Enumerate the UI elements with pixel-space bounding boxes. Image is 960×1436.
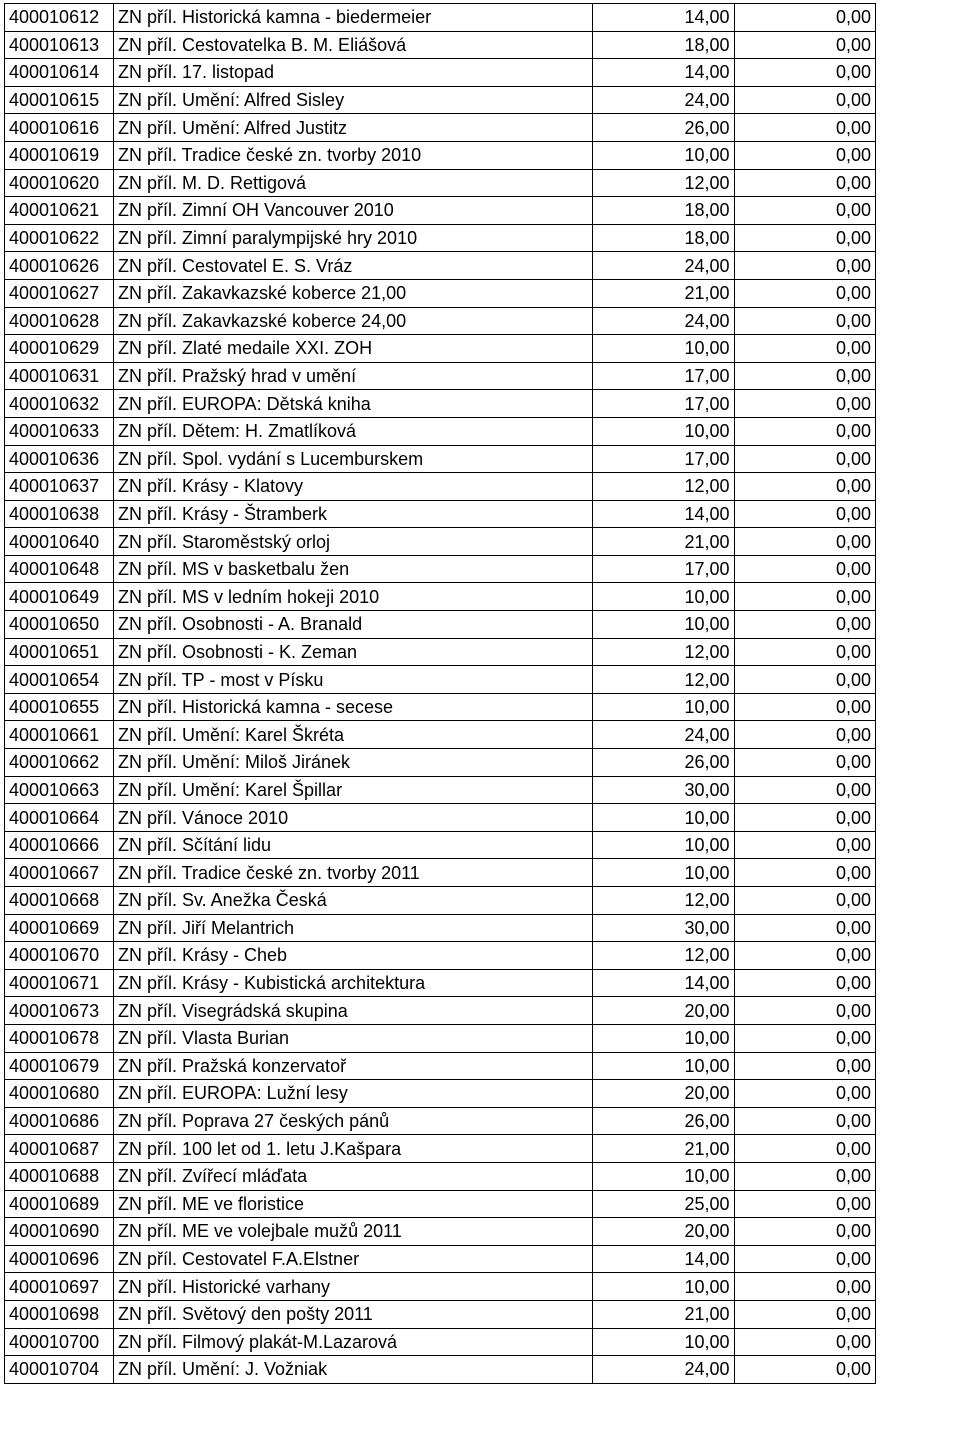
item-name-cell: ZN příl. Zakavkazské koberce 24,00 bbox=[114, 307, 593, 335]
item-code-cell: 400010651 bbox=[5, 638, 114, 666]
price-cell: 10,00 bbox=[593, 693, 735, 721]
item-name-cell: ZN příl. Vánoce 2010 bbox=[114, 804, 593, 832]
item-code-cell: 400010696 bbox=[5, 1245, 114, 1273]
item-code-cell: 400010612 bbox=[5, 4, 114, 32]
item-code-cell: 400010632 bbox=[5, 390, 114, 418]
price-cell: 24,00 bbox=[593, 307, 735, 335]
value-cell: 0,00 bbox=[734, 169, 876, 197]
value-cell: 0,00 bbox=[734, 555, 876, 583]
item-code-cell: 400010673 bbox=[5, 997, 114, 1025]
price-cell: 24,00 bbox=[593, 721, 735, 749]
price-cell: 21,00 bbox=[593, 279, 735, 307]
table-row bbox=[5, 279, 876, 307]
value-cell: 0,00 bbox=[734, 59, 876, 87]
table-row bbox=[5, 31, 876, 59]
item-name-cell: ZN příl. Sv. Anežka Česká bbox=[114, 887, 593, 915]
price-cell: 10,00 bbox=[593, 611, 735, 639]
item-name-cell: ZN příl. Krásy - Štramberk bbox=[114, 500, 593, 528]
item-code-cell: 400010627 bbox=[5, 279, 114, 307]
item-code-cell: 400010629 bbox=[5, 335, 114, 363]
table-row bbox=[5, 914, 876, 942]
table-row bbox=[5, 86, 876, 114]
item-name-cell: ZN příl. Osobnosti - K. Zeman bbox=[114, 638, 593, 666]
item-name-cell: ZN příl. Umění: Alfred Justitz bbox=[114, 114, 593, 142]
table-row bbox=[5, 1052, 876, 1080]
item-name-cell: ZN příl. Umění: Miloš Jiránek bbox=[114, 749, 593, 777]
item-name-cell: ZN příl. Cestovatelka B. M. Eliášová bbox=[114, 31, 593, 59]
price-cell: 10,00 bbox=[593, 335, 735, 363]
price-cell: 10,00 bbox=[593, 1328, 735, 1356]
table-row bbox=[5, 417, 876, 445]
price-cell: 24,00 bbox=[593, 86, 735, 114]
value-cell: 0,00 bbox=[734, 666, 876, 694]
value-cell: 0,00 bbox=[734, 1135, 876, 1163]
table-row bbox=[5, 1135, 876, 1163]
table-row bbox=[5, 721, 876, 749]
price-cell: 21,00 bbox=[593, 1135, 735, 1163]
item-name-cell: ZN příl. Cestovatel E. S. Vráz bbox=[114, 252, 593, 280]
item-name-cell: ZN příl. Jiří Melantrich bbox=[114, 914, 593, 942]
item-code-cell: 400010633 bbox=[5, 417, 114, 445]
item-name-cell: ZN příl. Krásy - Kubistická architektura bbox=[114, 969, 593, 997]
value-cell: 0,00 bbox=[734, 86, 876, 114]
table-row bbox=[5, 528, 876, 556]
item-code-cell: 400010636 bbox=[5, 445, 114, 473]
item-code-cell: 400010626 bbox=[5, 252, 114, 280]
item-name-cell: ZN příl. Světový den pošty 2011 bbox=[114, 1300, 593, 1328]
price-cell: 30,00 bbox=[593, 776, 735, 804]
item-code-cell: 400010680 bbox=[5, 1080, 114, 1108]
table-row bbox=[5, 887, 876, 915]
table-row bbox=[5, 969, 876, 997]
table-row bbox=[5, 197, 876, 225]
item-code-cell: 400010700 bbox=[5, 1328, 114, 1356]
value-cell: 0,00 bbox=[734, 859, 876, 887]
price-cell: 26,00 bbox=[593, 1107, 735, 1135]
item-name-cell: ZN příl. Pražský hrad v umění bbox=[114, 362, 593, 390]
item-code-cell: 400010640 bbox=[5, 528, 114, 556]
item-name-cell: ZN příl. Historické varhany bbox=[114, 1273, 593, 1301]
item-code-cell: 400010621 bbox=[5, 197, 114, 225]
table-row bbox=[5, 4, 876, 32]
table-row bbox=[5, 804, 876, 832]
item-name-cell: ZN příl. Umění: Alfred Sisley bbox=[114, 86, 593, 114]
value-cell: 0,00 bbox=[734, 914, 876, 942]
item-code-cell: 400010664 bbox=[5, 804, 114, 832]
price-cell: 26,00 bbox=[593, 114, 735, 142]
price-cell: 14,00 bbox=[593, 500, 735, 528]
price-cell: 10,00 bbox=[593, 417, 735, 445]
item-code-cell: 400010614 bbox=[5, 59, 114, 87]
price-cell: 17,00 bbox=[593, 555, 735, 583]
item-code-cell: 400010667 bbox=[5, 859, 114, 887]
value-cell: 0,00 bbox=[734, 611, 876, 639]
item-code-cell: 400010697 bbox=[5, 1273, 114, 1301]
value-cell: 0,00 bbox=[734, 997, 876, 1025]
item-code-cell: 400010615 bbox=[5, 86, 114, 114]
item-code-cell: 400010686 bbox=[5, 1107, 114, 1135]
item-name-cell: ZN příl. Umění: Karel Špillar bbox=[114, 776, 593, 804]
table-row bbox=[5, 390, 876, 418]
table-row bbox=[5, 583, 876, 611]
item-name-cell: ZN příl. Spol. vydání s Lucemburskem bbox=[114, 445, 593, 473]
item-code-cell: 400010670 bbox=[5, 942, 114, 970]
value-cell: 0,00 bbox=[734, 1273, 876, 1301]
value-cell: 0,00 bbox=[734, 776, 876, 804]
table-row bbox=[5, 252, 876, 280]
item-name-cell: ZN příl. 17. listopad bbox=[114, 59, 593, 87]
table-body bbox=[5, 4, 876, 1384]
table-row bbox=[5, 666, 876, 694]
item-name-cell: ZN příl. Sčítání lidu bbox=[114, 831, 593, 859]
item-code-cell: 400010661 bbox=[5, 721, 114, 749]
item-code-cell: 400010649 bbox=[5, 583, 114, 611]
item-code-cell: 400010689 bbox=[5, 1190, 114, 1218]
item-name-cell: ZN příl. Historická kamna - biedermeier bbox=[114, 4, 593, 32]
table-row bbox=[5, 555, 876, 583]
price-cell: 10,00 bbox=[593, 1162, 735, 1190]
item-name-cell: ZN příl. Pražská konzervatoř bbox=[114, 1052, 593, 1080]
table-row bbox=[5, 1300, 876, 1328]
table-row bbox=[5, 1218, 876, 1246]
value-cell: 0,00 bbox=[734, 1300, 876, 1328]
price-cell: 10,00 bbox=[593, 1052, 735, 1080]
item-code-cell: 400010668 bbox=[5, 887, 114, 915]
price-cell: 12,00 bbox=[593, 473, 735, 501]
value-cell: 0,00 bbox=[734, 804, 876, 832]
table-row bbox=[5, 445, 876, 473]
item-code-cell: 400010628 bbox=[5, 307, 114, 335]
item-name-cell: ZN příl. M. D. Rettigová bbox=[114, 169, 593, 197]
item-name-cell: ZN příl. Filmový plakát-M.Lazarová bbox=[114, 1328, 593, 1356]
value-cell: 0,00 bbox=[734, 1190, 876, 1218]
value-cell: 0,00 bbox=[734, 390, 876, 418]
value-cell: 0,00 bbox=[734, 141, 876, 169]
item-code-cell: 400010650 bbox=[5, 611, 114, 639]
price-cell: 12,00 bbox=[593, 942, 735, 970]
item-name-cell: ZN příl. EUROPA: Dětská kniha bbox=[114, 390, 593, 418]
item-code-cell: 400010688 bbox=[5, 1162, 114, 1190]
value-cell: 0,00 bbox=[734, 307, 876, 335]
item-code-cell: 400010620 bbox=[5, 169, 114, 197]
price-cell: 18,00 bbox=[593, 31, 735, 59]
value-cell: 0,00 bbox=[734, 31, 876, 59]
table-row bbox=[5, 1328, 876, 1356]
item-name-cell: ZN příl. Tradice české zn. tvorby 2010 bbox=[114, 141, 593, 169]
value-cell: 0,00 bbox=[734, 749, 876, 777]
item-name-cell: ZN příl. Cestovatel F.A.Elstner bbox=[114, 1245, 593, 1273]
value-cell: 0,00 bbox=[734, 638, 876, 666]
value-cell: 0,00 bbox=[734, 224, 876, 252]
price-cell: 10,00 bbox=[593, 1273, 735, 1301]
price-table bbox=[4, 3, 876, 1384]
price-cell: 14,00 bbox=[593, 1245, 735, 1273]
value-cell: 0,00 bbox=[734, 500, 876, 528]
value-cell: 0,00 bbox=[734, 942, 876, 970]
table-row bbox=[5, 1356, 876, 1384]
value-cell: 0,00 bbox=[734, 279, 876, 307]
table-row bbox=[5, 611, 876, 639]
price-cell: 17,00 bbox=[593, 390, 735, 418]
price-cell: 12,00 bbox=[593, 666, 735, 694]
item-code-cell: 400010654 bbox=[5, 666, 114, 694]
price-cell: 17,00 bbox=[593, 362, 735, 390]
item-code-cell: 400010666 bbox=[5, 831, 114, 859]
price-cell: 10,00 bbox=[593, 141, 735, 169]
table-row bbox=[5, 942, 876, 970]
item-name-cell: ZN příl. Krásy - Cheb bbox=[114, 942, 593, 970]
item-name-cell: ZN příl. MS v basketbalu žen bbox=[114, 555, 593, 583]
table-row bbox=[5, 1245, 876, 1273]
item-name-cell: ZN příl. Zvířecí mláďata bbox=[114, 1162, 593, 1190]
table-row bbox=[5, 1024, 876, 1052]
item-name-cell: ZN příl. Zlaté medaile XXI. ZOH bbox=[114, 335, 593, 363]
value-cell: 0,00 bbox=[734, 252, 876, 280]
item-name-cell: ZN příl. MS v ledním hokeji 2010 bbox=[114, 583, 593, 611]
item-code-cell: 400010698 bbox=[5, 1300, 114, 1328]
table-row bbox=[5, 473, 876, 501]
price-cell: 14,00 bbox=[593, 59, 735, 87]
item-name-cell: ZN příl. Zakavkazské koberce 21,00 bbox=[114, 279, 593, 307]
item-name-cell: ZN příl. Poprava 27 českých pánů bbox=[114, 1107, 593, 1135]
value-cell: 0,00 bbox=[734, 1080, 876, 1108]
price-cell: 10,00 bbox=[593, 583, 735, 611]
price-cell: 26,00 bbox=[593, 749, 735, 777]
value-cell: 0,00 bbox=[734, 445, 876, 473]
value-cell: 0,00 bbox=[734, 693, 876, 721]
item-name-cell: ZN příl. Historická kamna - secese bbox=[114, 693, 593, 721]
price-cell: 12,00 bbox=[593, 638, 735, 666]
table-row bbox=[5, 224, 876, 252]
item-name-cell: ZN příl. Zimní OH Vancouver 2010 bbox=[114, 197, 593, 225]
item-name-cell: ZN příl. Staroměstský orloj bbox=[114, 528, 593, 556]
item-name-cell: ZN příl. Tradice české zn. tvorby 2011 bbox=[114, 859, 593, 887]
table-row bbox=[5, 1190, 876, 1218]
item-code-cell: 400010637 bbox=[5, 473, 114, 501]
item-name-cell: ZN příl. Visegrádská skupina bbox=[114, 997, 593, 1025]
item-code-cell: 400010622 bbox=[5, 224, 114, 252]
value-cell: 0,00 bbox=[734, 721, 876, 749]
item-code-cell: 400010655 bbox=[5, 693, 114, 721]
table-row bbox=[5, 1162, 876, 1190]
table-row bbox=[5, 335, 876, 363]
item-code-cell: 400010662 bbox=[5, 749, 114, 777]
item-code-cell: 400010663 bbox=[5, 776, 114, 804]
table-row bbox=[5, 141, 876, 169]
table-row bbox=[5, 997, 876, 1025]
item-name-cell: ZN příl. Umění: Karel Škréta bbox=[114, 721, 593, 749]
item-name-cell: ZN příl. Umění: J. Vožniak bbox=[114, 1356, 593, 1384]
table-row bbox=[5, 831, 876, 859]
item-code-cell: 400010619 bbox=[5, 141, 114, 169]
item-code-cell: 400010678 bbox=[5, 1024, 114, 1052]
price-cell: 20,00 bbox=[593, 997, 735, 1025]
item-name-cell: ZN příl. Krásy - Klatovy bbox=[114, 473, 593, 501]
price-cell: 25,00 bbox=[593, 1190, 735, 1218]
item-name-cell: ZN příl. Zimní paralympijské hry 2010 bbox=[114, 224, 593, 252]
price-cell: 20,00 bbox=[593, 1218, 735, 1246]
value-cell: 0,00 bbox=[734, 887, 876, 915]
value-cell: 0,00 bbox=[734, 831, 876, 859]
value-cell: 0,00 bbox=[734, 417, 876, 445]
item-code-cell: 400010613 bbox=[5, 31, 114, 59]
table-row bbox=[5, 776, 876, 804]
value-cell: 0,00 bbox=[734, 1024, 876, 1052]
value-cell: 0,00 bbox=[734, 969, 876, 997]
item-code-cell: 400010631 bbox=[5, 362, 114, 390]
item-code-cell: 400010669 bbox=[5, 914, 114, 942]
item-code-cell: 400010704 bbox=[5, 1356, 114, 1384]
price-cell: 21,00 bbox=[593, 1300, 735, 1328]
item-code-cell: 400010638 bbox=[5, 500, 114, 528]
value-cell: 0,00 bbox=[734, 197, 876, 225]
item-name-cell: ZN příl. TP - most v Písku bbox=[114, 666, 593, 694]
table-row bbox=[5, 1273, 876, 1301]
value-cell: 0,00 bbox=[734, 114, 876, 142]
value-cell: 0,00 bbox=[734, 1052, 876, 1080]
value-cell: 0,00 bbox=[734, 1162, 876, 1190]
item-name-cell: ZN příl. Osobnosti - A. Branald bbox=[114, 611, 593, 639]
value-cell: 0,00 bbox=[734, 1328, 876, 1356]
value-cell: 0,00 bbox=[734, 583, 876, 611]
price-cell: 10,00 bbox=[593, 859, 735, 887]
value-cell: 0,00 bbox=[734, 335, 876, 363]
table-row bbox=[5, 1107, 876, 1135]
price-cell: 20,00 bbox=[593, 1080, 735, 1108]
table-row bbox=[5, 169, 876, 197]
item-code-cell: 400010671 bbox=[5, 969, 114, 997]
price-cell: 30,00 bbox=[593, 914, 735, 942]
value-cell: 0,00 bbox=[734, 528, 876, 556]
table-row bbox=[5, 859, 876, 887]
price-cell: 18,00 bbox=[593, 197, 735, 225]
item-code-cell: 400010648 bbox=[5, 555, 114, 583]
table-row bbox=[5, 362, 876, 390]
table-row bbox=[5, 114, 876, 142]
price-cell: 24,00 bbox=[593, 252, 735, 280]
value-cell: 0,00 bbox=[734, 1218, 876, 1246]
item-code-cell: 400010679 bbox=[5, 1052, 114, 1080]
value-cell: 0,00 bbox=[734, 1356, 876, 1384]
item-name-cell: ZN příl. Dětem: H. Zmatlíková bbox=[114, 417, 593, 445]
table-row bbox=[5, 693, 876, 721]
price-cell: 10,00 bbox=[593, 804, 735, 832]
price-cell: 12,00 bbox=[593, 887, 735, 915]
item-code-cell: 400010616 bbox=[5, 114, 114, 142]
table-row bbox=[5, 500, 876, 528]
item-name-cell: ZN příl. ME ve volejbale mužů 2011 bbox=[114, 1218, 593, 1246]
item-code-cell: 400010687 bbox=[5, 1135, 114, 1163]
table-row bbox=[5, 638, 876, 666]
value-cell: 0,00 bbox=[734, 362, 876, 390]
price-cell: 18,00 bbox=[593, 224, 735, 252]
table-row bbox=[5, 59, 876, 87]
price-cell: 14,00 bbox=[593, 4, 735, 32]
price-cell: 12,00 bbox=[593, 169, 735, 197]
value-cell: 0,00 bbox=[734, 1245, 876, 1273]
price-cell: 24,00 bbox=[593, 1356, 735, 1384]
value-cell: 0,00 bbox=[734, 4, 876, 32]
table-row bbox=[5, 307, 876, 335]
item-name-cell: ZN příl. ME ve floristice bbox=[114, 1190, 593, 1218]
table-row bbox=[5, 1080, 876, 1108]
item-name-cell: ZN příl. 100 let od 1. letu J.Kašpara bbox=[114, 1135, 593, 1163]
item-code-cell: 400010690 bbox=[5, 1218, 114, 1246]
price-cell: 21,00 bbox=[593, 528, 735, 556]
table-row bbox=[5, 749, 876, 777]
item-name-cell: ZN příl. Vlasta Burian bbox=[114, 1024, 593, 1052]
price-cell: 17,00 bbox=[593, 445, 735, 473]
value-cell: 0,00 bbox=[734, 1107, 876, 1135]
price-cell: 10,00 bbox=[593, 831, 735, 859]
item-name-cell: ZN příl. EUROPA: Lužní lesy bbox=[114, 1080, 593, 1108]
value-cell: 0,00 bbox=[734, 473, 876, 501]
price-cell: 14,00 bbox=[593, 969, 735, 997]
price-cell: 10,00 bbox=[593, 1024, 735, 1052]
